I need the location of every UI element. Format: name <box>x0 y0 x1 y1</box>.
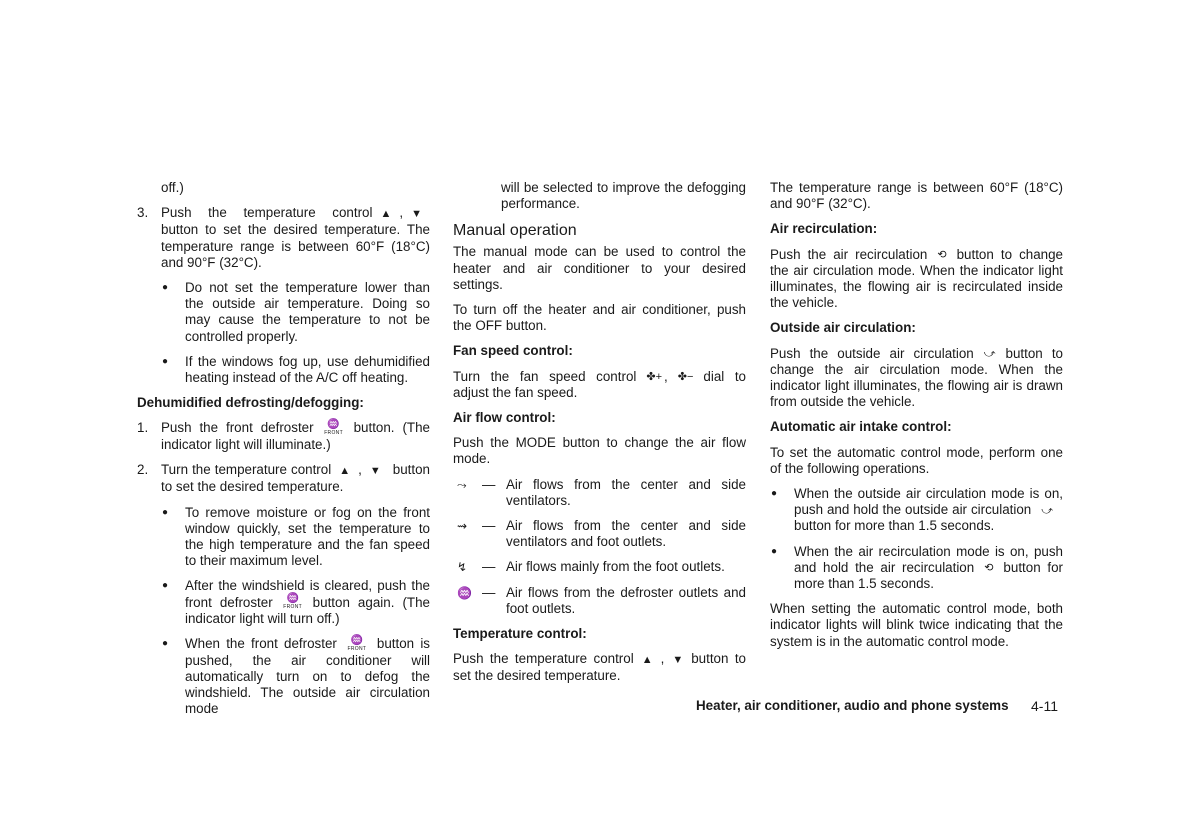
paragraph: Push the outside air circulation ⤻ button to change the air circulation mode. When the indicator light illuminates, the flowing air is drawn from outside the vehicle. <box>770 345 1063 410</box>
paragraph: Push the temperature control ▲ , ▼ button to set the desired temperature. <box>453 651 747 684</box>
down-arrow-icon: ▼ <box>411 208 422 221</box>
paragraph: Turn the fan speed control ✤+ , ✤− dial to adjust the fan speed. <box>453 368 747 400</box>
continued-text: off.) <box>161 180 184 195</box>
outside-air-icon: ⤻ <box>1041 504 1053 517</box>
bullet-item: ● When the air recirculation mode is on, push and hold the air recirculation ⟲ button for more than 1.5 seconds. <box>771 543 1063 592</box>
continued-text: will be selected to improve the defogging performance. <box>501 180 746 212</box>
step-3: 3. Push the temperature control ▲ , ▼ button to set the desired temperature. The temperature range is between 60°F (18°C) and 90°F (32°C). <box>137 205 430 270</box>
fan-plus-icon: ✤+ <box>646 371 663 384</box>
bullet-item: ● When the front defroster ♒ FRONT button is pushed, the air conditioner will automatically turn on to defog the windshield. The outside air circulation mode <box>162 634 430 717</box>
bullet-item: ● After the windshield is cleared, push the front defroster ♒ FRONT button again. (The indicator light will turn off.) <box>162 578 430 626</box>
recirculation-icon: ⟲ <box>937 249 947 262</box>
front-defroster-icon: ♒ FRONT <box>324 418 343 436</box>
manual-operation-heading: Manual operation <box>453 222 577 240</box>
air-flow-heading: Air flow control: <box>453 410 556 426</box>
bullet-icon: ● <box>162 282 169 294</box>
front-defroster-icon: ♒ FRONT <box>347 634 367 652</box>
dehum-step-2: 2. Turn the temperature control ▲ , ▼ button to set the desired temperature. <box>137 462 430 495</box>
bullet-icon: ● <box>162 580 169 592</box>
recirculation-icon: ⟲ <box>984 562 994 575</box>
flow-item: ↯ — Air flows mainly from the foot outlets. <box>457 559 725 575</box>
column-right <box>770 180 1063 659</box>
bullet-icon: ● <box>162 638 169 650</box>
up-arrow-icon: ▲ <box>380 208 392 221</box>
front-defroster-icon: ♒ FRONT <box>283 592 303 610</box>
paragraph: The manual mode can be used to control the heater and air conditioner to your desired settings. <box>453 244 746 292</box>
bullet-icon: ● <box>771 545 778 557</box>
bullet-item: ● When the outside air circulation mode is on, push and hold the outside air circulation ⤻button for more than 1.5 seconds. <box>771 486 1063 534</box>
paragraph: To turn off the heater and air conditioner, push the OFF button. <box>453 302 746 334</box>
dehum-step-1: 1. Push the front defroster ♒ FRONT button. (The indicator light will illuminate.) <box>137 418 430 452</box>
column-left <box>137 180 430 726</box>
paragraph: Push the MODE button to change the air flow mode. <box>453 435 746 467</box>
bullet-item: ● If the windows fog up, use dehumidified heating instead of the A/C off heating. <box>162 353 430 386</box>
bullet-icon: ● <box>771 488 778 500</box>
vent-face-icon: ⤳ <box>457 477 467 492</box>
flow-item: ⤳ — Air flows from the center and side ventilators. <box>457 476 746 508</box>
bullet-item: ● Do not set the temperature lower than the outside air temperature. Doing so may cause the temperature to not be controlled properly. <box>162 280 430 344</box>
down-arrow-icon: ▼ <box>369 465 381 478</box>
vent-foot-icon: ↯ <box>457 560 468 575</box>
vent-bilevel-icon: ⇝ <box>457 519 468 534</box>
outside-air-heading: Outside air circulation: <box>770 320 916 336</box>
bullet-icon: ● <box>162 355 169 367</box>
fan-speed-heading: Fan speed control: <box>453 343 573 359</box>
up-arrow-icon: ▲ <box>641 654 653 667</box>
step-number: 3. <box>137 205 149 221</box>
temperature-heading: Temperature control: <box>453 626 587 642</box>
dehumidified-heading: Dehumidified defrosting/defogging: <box>137 395 364 411</box>
column-middle <box>453 180 746 694</box>
up-arrow-icon: ▲ <box>339 465 351 478</box>
paragraph: When setting the automatic control mode, both indicator lights will blink twice indicating that the system is in the automatic control mode. <box>770 601 1063 649</box>
recirculation-heading: Air recirculation: <box>770 221 878 237</box>
fan-minus-icon: ✤− <box>677 371 694 384</box>
outside-air-icon: ⤻ <box>983 348 996 361</box>
paragraph: Push the air recirculation ⟲ button to change the air circulation mode. When the indicator light illuminates, the flowing air is recirculated inside the vehicle. <box>770 246 1063 311</box>
bullet-item: ● To remove moisture or fog on the front window quickly, set the temperature to the high temperature and the fan speed to their maximum level. <box>162 504 430 569</box>
auto-intake-heading: Automatic air intake control: <box>770 419 952 435</box>
down-arrow-icon: ▼ <box>672 654 684 667</box>
page-number: 4-11 <box>1031 698 1058 714</box>
bullet-icon: ● <box>162 506 169 518</box>
paragraph: To set the automatic control mode, perform one of the following operations. <box>770 444 1063 476</box>
paragraph: The temperature range is between 60°F (18°C) and 90°F (32°C). <box>770 180 1063 212</box>
flow-item: ⇝ — Air flows from the center and side ventilators and foot outlets. <box>457 518 746 550</box>
flow-item: ♒ — Air flows from the defroster outlets and foot outlets. <box>457 584 746 616</box>
footer-section-title: Heater, air conditioner, audio and phone systems <box>696 698 1009 713</box>
vent-defrost-foot-icon: ♒ <box>457 585 472 600</box>
